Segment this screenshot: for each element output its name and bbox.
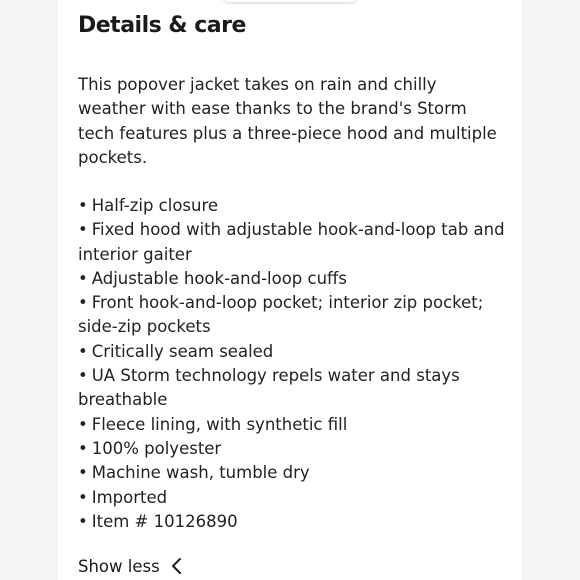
- bullet: •: [78, 293, 88, 313]
- feature-item: [78, 194, 514, 218]
- feature-item: [78, 340, 514, 364]
- feature-text: 100% polyester: [91, 438, 222, 458]
- feature-text: Critically seam sealed: [91, 341, 274, 361]
- feature-item: [78, 291, 514, 340]
- feature-item: [78, 218, 514, 267]
- feature-text: Item # 10126890: [91, 511, 238, 531]
- section-title: Details & care: [78, 13, 246, 38]
- feature-text: Imported: [91, 487, 168, 507]
- bullet: •: [78, 220, 88, 240]
- product-description: This popover jacket takes on rain and chilly weather with ease thanks to the brand's Storm tech features plus a three-piece hood and multiple pockets.: [78, 75, 497, 167]
- feature-item: [78, 413, 514, 437]
- feature-text: UA Storm technology repels water and stays breathable: [78, 366, 460, 410]
- bullet: •: [78, 414, 88, 434]
- feature-text: Fixed hood with adjustable hook-and-loop tab and interior gaiter: [78, 220, 505, 264]
- chevron-left-icon: [170, 557, 184, 575]
- bullet: •: [78, 487, 88, 507]
- show-less-button[interactable]: [78, 553, 184, 579]
- feature-item: [78, 437, 514, 461]
- bullet: •: [78, 341, 88, 361]
- feature-text: Machine wash, tumble dry: [91, 463, 310, 483]
- feature-item: [78, 461, 514, 485]
- feature-item: [78, 486, 514, 510]
- bullet: •: [78, 196, 88, 215]
- show-less-label: Show less: [78, 556, 160, 576]
- feature-item: [78, 267, 514, 291]
- bullet: •: [78, 511, 88, 531]
- bullet: •: [78, 438, 88, 458]
- sheet-handle[interactable]: [224, 0, 356, 2]
- bullet: •: [78, 366, 88, 386]
- feature-item: [78, 510, 514, 534]
- feature-list: [78, 194, 514, 534]
- bullet: •: [78, 463, 88, 483]
- feature-item: [78, 364, 514, 413]
- details-card: [58, 0, 522, 580]
- feature-text: Half-zip closure: [91, 196, 219, 215]
- bullet: •: [78, 268, 88, 288]
- feature-text: Adjustable hook-and-loop cuffs: [91, 268, 348, 288]
- feature-text: Fleece lining, with synthetic fill: [91, 414, 348, 434]
- feature-text: Front hook-and-loop pocket; interior zip pocket; side-zip pockets: [78, 293, 484, 337]
